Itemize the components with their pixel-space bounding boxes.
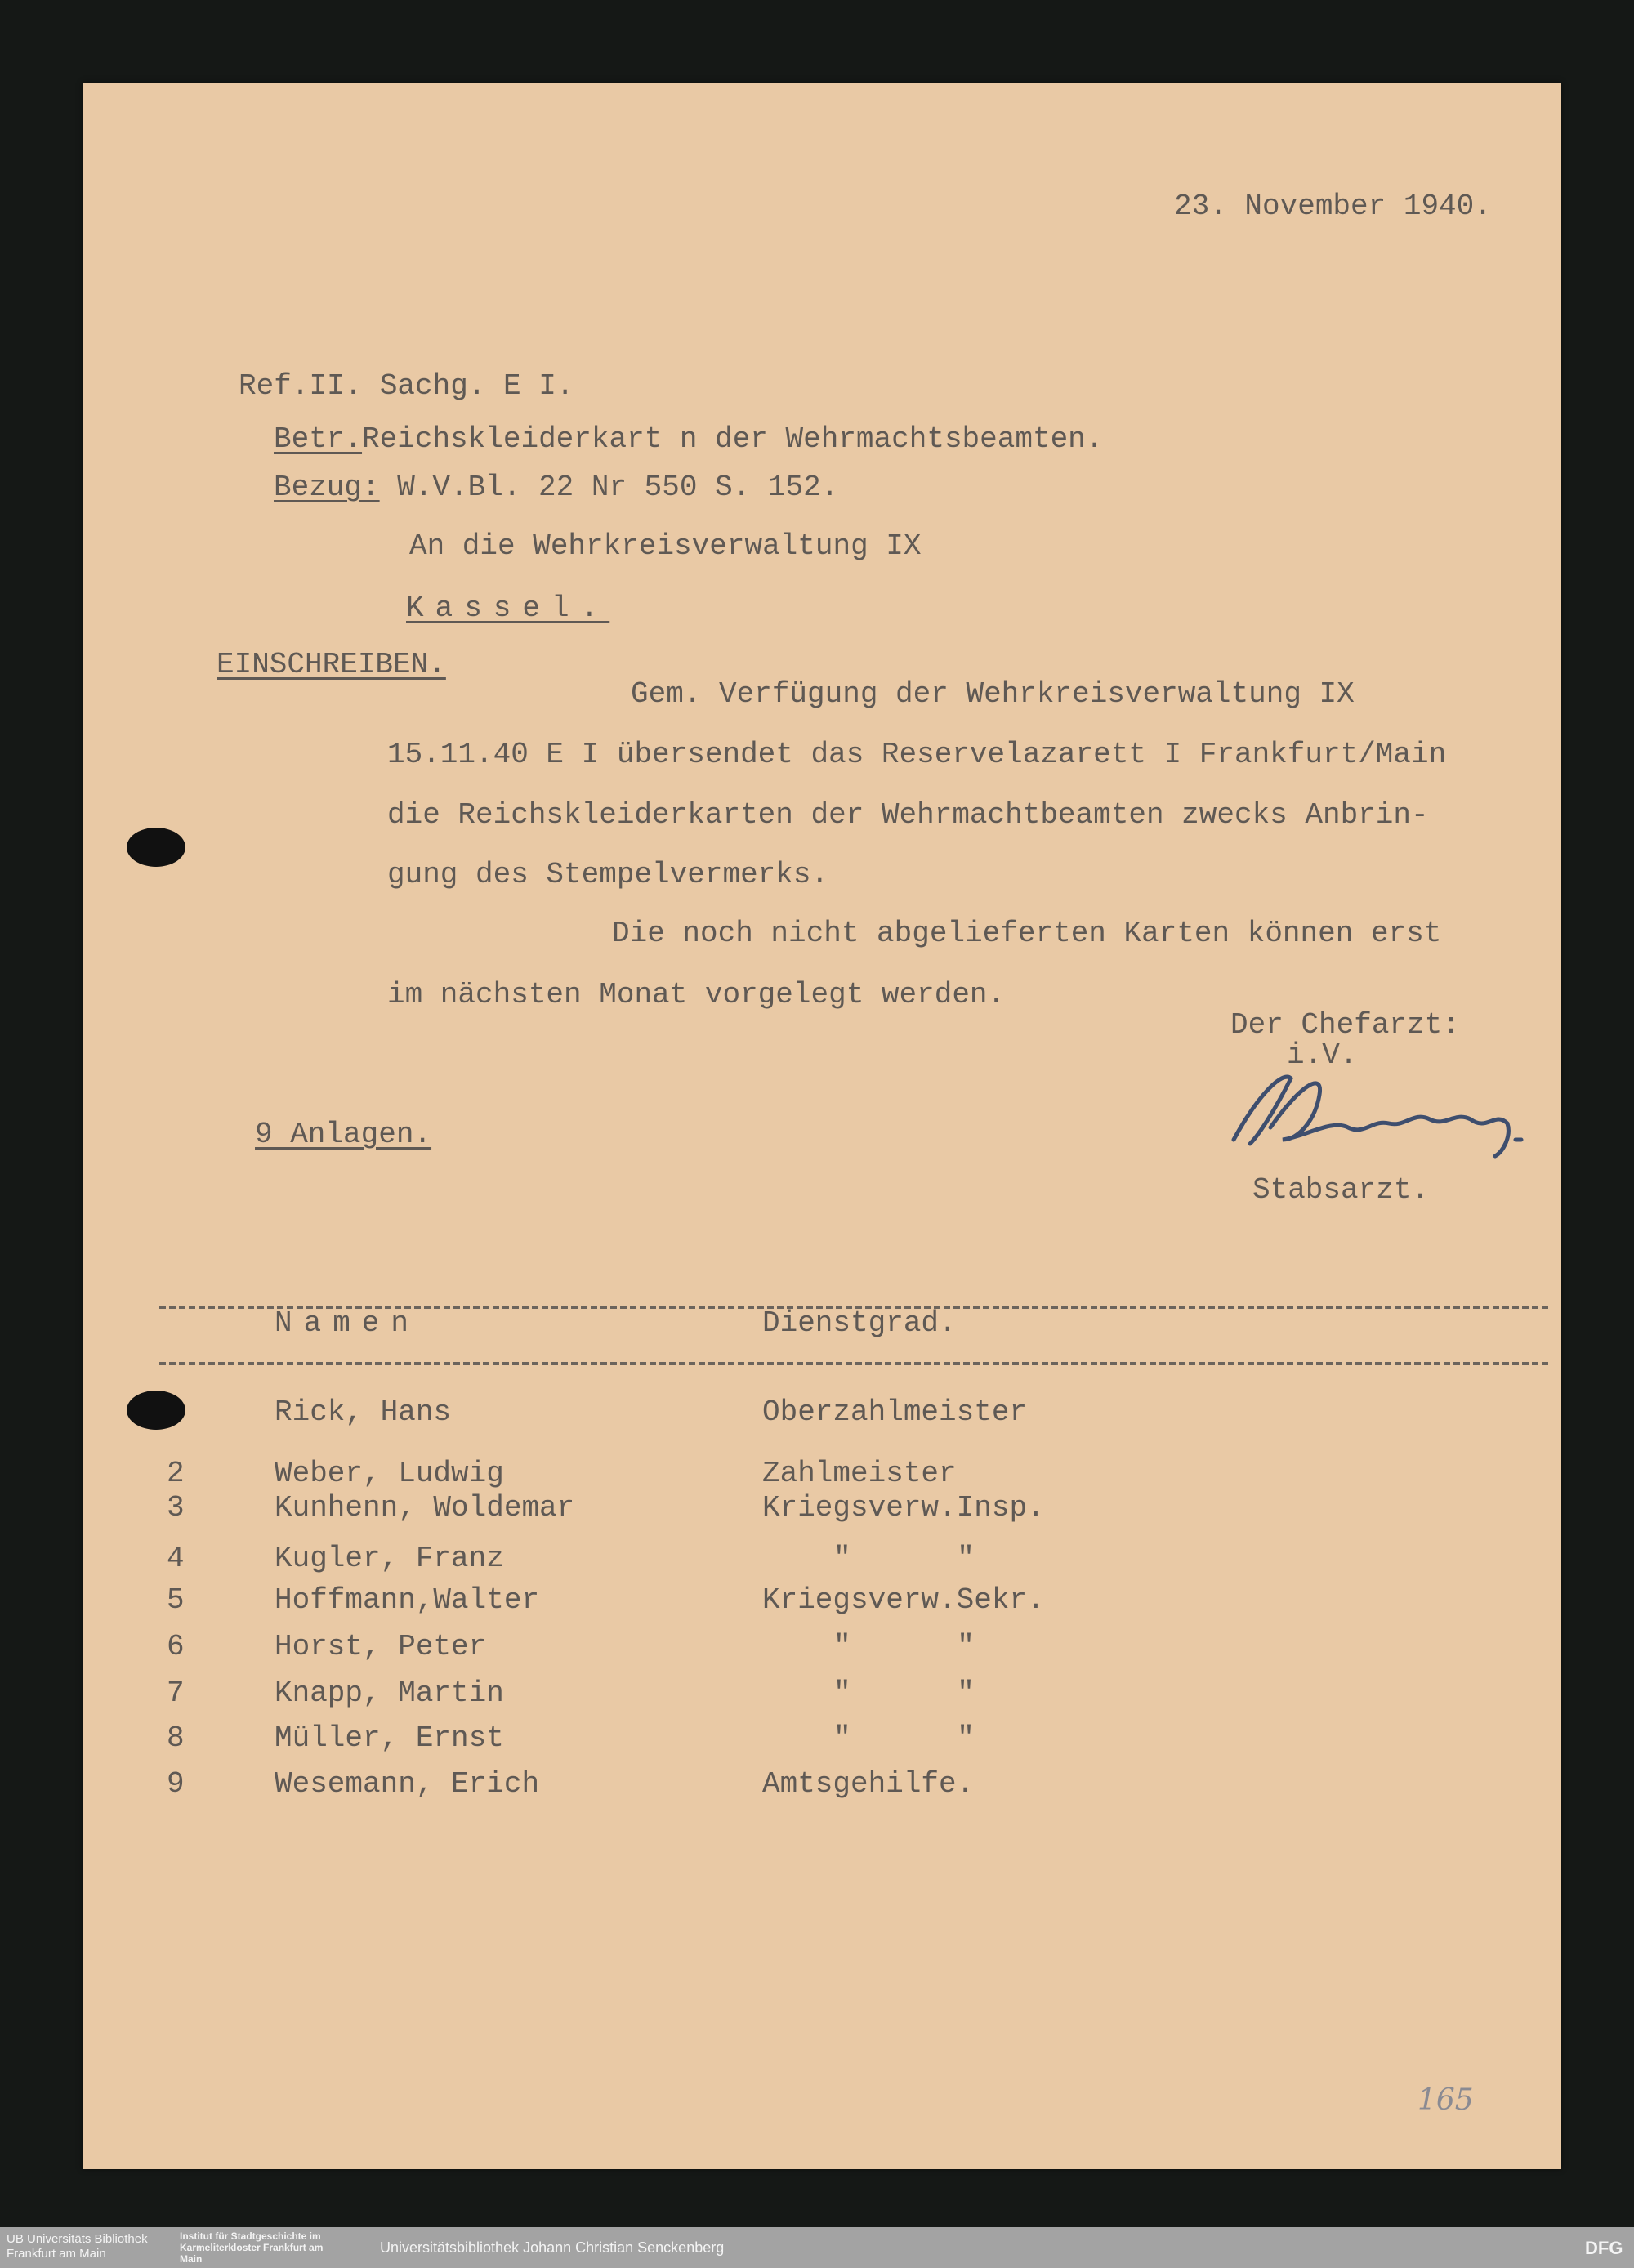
punch-hole [127,828,185,867]
row-rank: " " [833,1721,975,1755]
recipient: An die Wehrkreisverwaltung IX [409,529,922,563]
row-rank: Amtsgehilfe. [762,1767,975,1801]
signature [1226,1062,1536,1160]
row-rank: Kriegsverw.Insp. [762,1491,1045,1525]
row-number: 5 [167,1583,185,1617]
letter-date: 23. November 1940. [1174,190,1492,223]
row-rank: Oberzahlmeister [762,1395,1028,1429]
row-name: Wesemann, Erich [275,1767,540,1801]
reference-label: Bezug: [274,471,380,504]
row-rank: Zahlmeister [762,1457,957,1490]
row-number: 7 [167,1676,185,1710]
signatory-title: Stabsarzt. [1252,1173,1430,1207]
ub-logo: UB Universitäts Bibliothek Frankfurt am Main [7,2232,148,2261]
reference: Ref.II. Sachg. E I. [239,369,574,403]
closing: Der Chefarzt: [1230,1008,1460,1042]
row-name: Kugler, Franz [275,1542,504,1575]
row-name: Horst, Peter [275,1630,487,1663]
row-name: Kunhenn, Woldemar [275,1491,575,1525]
recipient-city: Kassel. [406,592,610,625]
subject-text: Reichskleiderkart n der Wehrmachtsbeamten. [362,422,1104,456]
row-rank: Kriegsverw.Sekr. [762,1583,1045,1617]
column-header-rank: Dienstgrad. [762,1306,957,1340]
row-rank: " " [833,1630,975,1663]
row-name: Weber, Ludwig [275,1457,504,1490]
library-name[interactable]: Universitätsbibliothek Johann Christian Senckenberg [380,2239,725,2256]
row-name: Rick, Hans [275,1395,452,1429]
row-rank: " " [833,1542,975,1575]
row-number: 3 [167,1491,185,1525]
row-rank: " " [833,1676,975,1710]
body-line: 15.11.40 E I übersendet das Reservelazarett I Frankfurt/Main [387,738,1447,771]
reference-line [274,471,838,504]
column-header-name: Namen [275,1306,421,1340]
row-number: 6 [167,1630,185,1663]
row-name: Hoffmann,Walter [275,1583,540,1617]
institut-logo: Institut für Stadtgeschichte im Karmeliterkloster Frankfurt am Main [180,2230,324,2265]
attachments: 9 Anlagen. [255,1118,432,1151]
table-rule-bottom [159,1362,1548,1365]
body-line: Die noch nicht abgelieferten Karten können erst [612,917,1442,950]
body-line: Gem. Verfügung der Wehrkreisverwaltung IX [631,677,1355,711]
page-mark: 165 [1417,2083,1474,2117]
reference-text: W.V.Bl. 22 Nr 550 S. 152. [379,471,839,504]
punch-hole [127,1391,185,1430]
closing-iv: i.V. [1287,1038,1358,1072]
delivery-mode: EINSCHREIBEN. [217,648,446,681]
body-line: die Reichskleiderkarten der Wehrmachtbeamten zwecks Anbrin- [387,798,1429,832]
row-name: Müller, Ernst [275,1721,504,1755]
subject [274,423,1103,456]
row-number: 4 [167,1542,185,1575]
subject-label: Betr. [274,422,363,456]
dfg-logo: DFG [1585,2238,1623,2258]
row-number: 2 [167,1457,185,1490]
body-line: im nächsten Monat vorgelegt werden. [387,978,1006,1011]
body-line: gung des Stempelvermerks. [387,858,829,891]
row-number: 8 [167,1721,185,1755]
row-name: Knapp, Martin [275,1676,504,1710]
row-number: 9 [167,1767,185,1801]
footer-bar [0,2227,1634,2268]
